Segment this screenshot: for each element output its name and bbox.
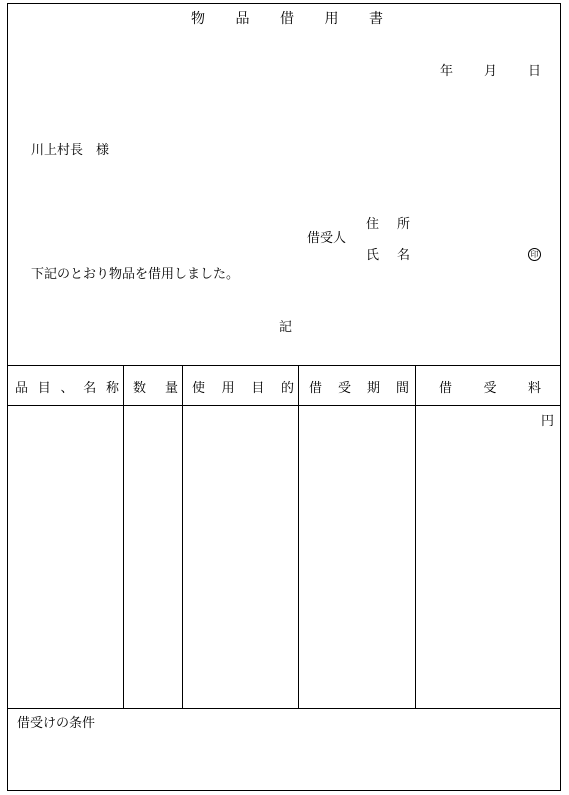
header-fee: [439, 366, 541, 406]
header-char: 称: [105, 380, 119, 396]
statement-text: 下記のとおり物品を借用しました。: [31, 267, 240, 282]
header-char: 、: [60, 380, 74, 396]
table-column-divider: [298, 365, 299, 708]
header-char: 的: [280, 380, 294, 396]
borrower-label: 借受人: [307, 231, 347, 246]
header-char: 使: [192, 380, 206, 396]
header-quantity: [133, 366, 178, 406]
date-month-label: 月: [483, 64, 497, 79]
header-item-name: [15, 366, 119, 406]
address-char: 所: [396, 217, 410, 232]
date-day-label: 日: [527, 64, 541, 79]
table-column-divider: [123, 365, 124, 708]
header-char: 期: [366, 380, 380, 396]
header-char: 料: [527, 380, 541, 396]
address-char: 住: [366, 217, 380, 232]
borrowing-form: [7, 3, 561, 791]
address-label: [366, 218, 410, 231]
seal-mark-icon: 印: [528, 248, 541, 261]
name-label: [366, 249, 410, 262]
header-char: 数: [133, 380, 147, 396]
fee-yen-unit: 円: [541, 414, 555, 429]
header-char: 用: [221, 380, 235, 396]
header-purpose: [192, 366, 294, 406]
table-column-divider: [182, 365, 183, 708]
title-char: 用: [324, 11, 339, 27]
name-char: 名: [396, 248, 410, 263]
header-char: 借: [439, 380, 453, 396]
header-char: 受: [483, 380, 497, 396]
title-char: 物: [191, 11, 205, 27]
header-char: 名: [83, 380, 97, 396]
header-char: 目: [251, 380, 265, 396]
title-char: 品: [235, 11, 250, 27]
date-line: [440, 65, 541, 78]
table-column-divider: [415, 365, 416, 708]
table-bottom-line: [8, 708, 560, 709]
addressee: 川上村長 様: [31, 143, 110, 158]
header-char: 目: [37, 380, 51, 396]
header-char: 借: [309, 380, 323, 396]
header-char: 受: [337, 380, 351, 396]
header-char: 量: [164, 380, 178, 396]
header-char: 品: [15, 380, 29, 396]
name-char: 氏: [366, 248, 380, 263]
header-char: 間: [395, 380, 409, 396]
ki-mark: 記: [279, 320, 293, 335]
conditions-label: 借受けの条件: [17, 716, 96, 731]
title-char: 書: [369, 11, 383, 27]
date-year-label: 年: [440, 64, 454, 79]
title-char: 借: [280, 11, 294, 27]
form-title: [191, 12, 383, 26]
header-period: [309, 366, 409, 406]
